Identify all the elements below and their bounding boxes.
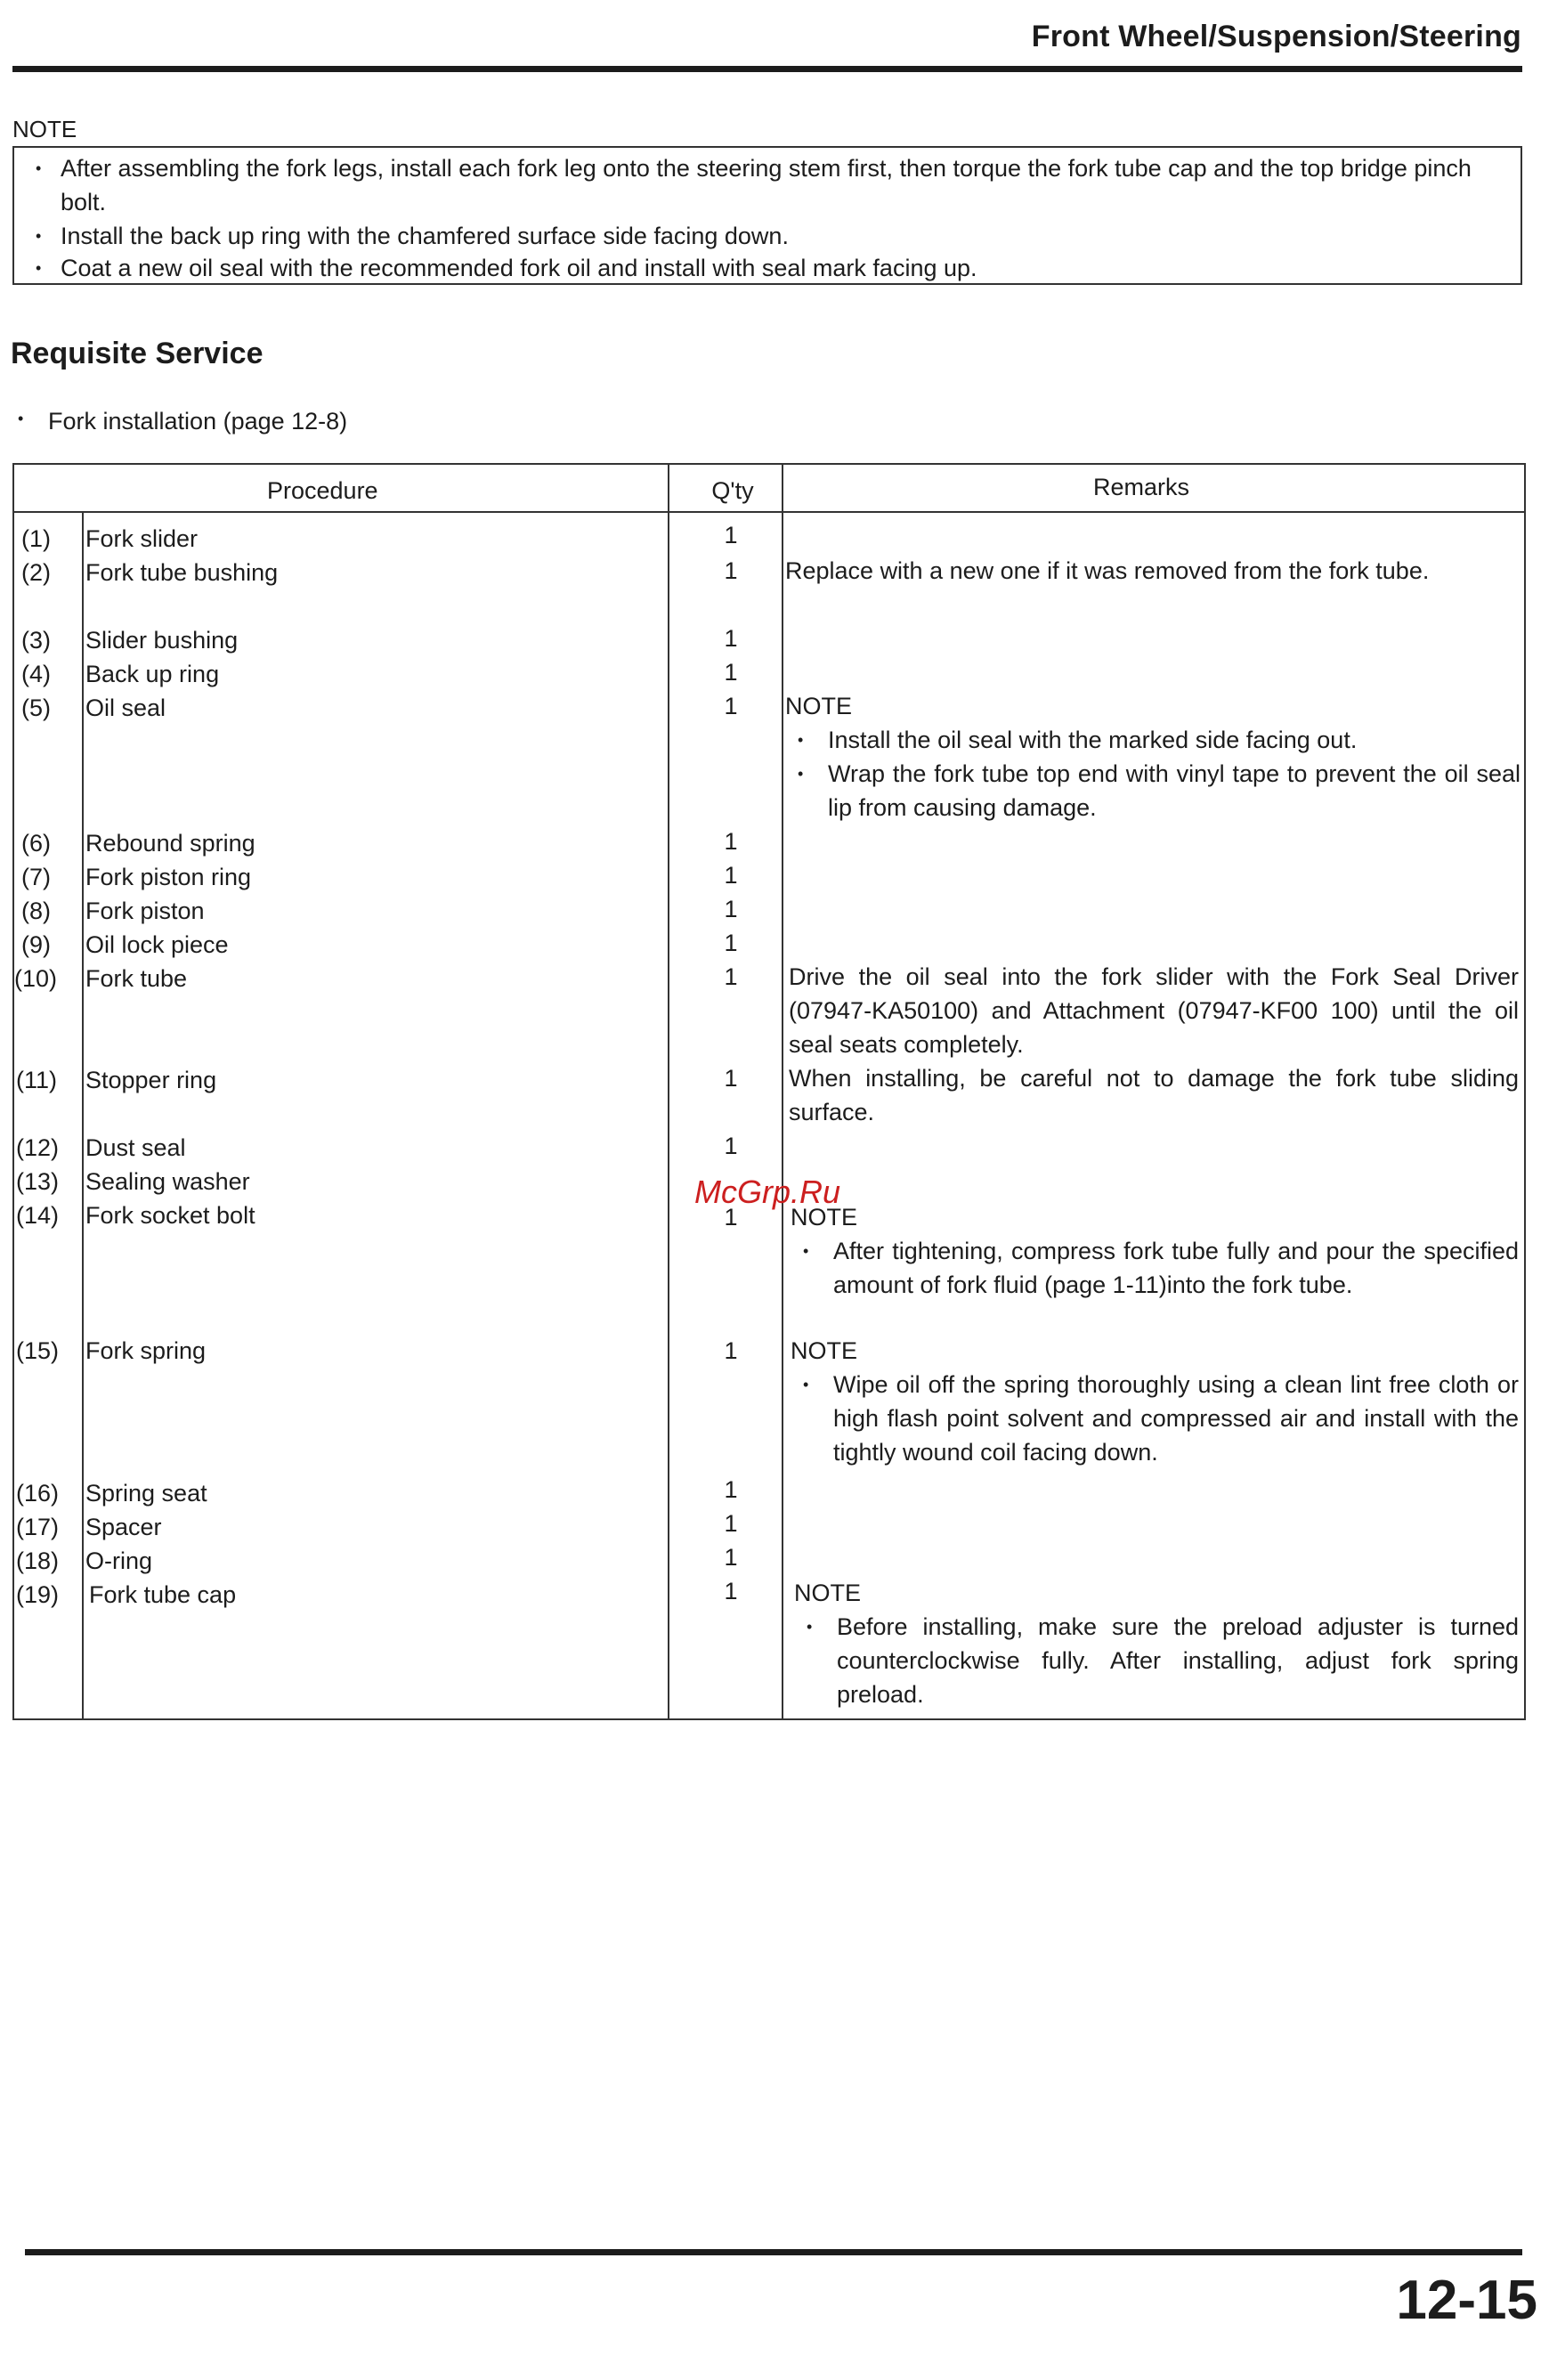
row-name: Oil seal xyxy=(85,695,166,721)
table-header-divider xyxy=(14,511,1524,513)
row-qty: 1 xyxy=(724,1065,738,1092)
row-number: (5) xyxy=(21,695,51,721)
remark-note-label: NOTE xyxy=(791,1337,858,1364)
note-item: • After assembling the fork legs, install each fork leg onto the steering stem first, then torque the fork tube cap and the top bridge pinch bolt. xyxy=(28,151,1510,219)
row-name: Slider bushing xyxy=(85,627,239,654)
row-number: (6) xyxy=(21,830,51,857)
row-number: (19) xyxy=(16,1581,60,1608)
row-name: Fork socket bolt xyxy=(85,1202,255,1229)
footer-rule xyxy=(25,2249,1522,2255)
remark-note-item: • Before installing, make sure the preload adjuster is turned counterclockwise fully. After installing, adjust fork spring preload. xyxy=(794,1610,1519,1711)
row-name: Stopper ring xyxy=(85,1067,217,1093)
remark-note-label: NOTE xyxy=(785,693,853,719)
header-remarks: Remarks xyxy=(1093,474,1190,500)
remark-note-list xyxy=(785,723,1521,824)
row-qty: 1 xyxy=(724,1204,738,1231)
row-number: (12) xyxy=(16,1134,60,1161)
row-name: Back up ring xyxy=(85,661,220,687)
remark-note-item: • Install the oil seal with the marked side facing out. xyxy=(785,723,1521,757)
remark-note-list xyxy=(794,1610,1519,1711)
row-qty: 1 xyxy=(724,862,738,889)
row-number: (11) xyxy=(16,1067,58,1093)
row-qty: 1 xyxy=(724,963,738,990)
row-name: Oil lock piece xyxy=(85,931,229,958)
row-number: (9) xyxy=(21,931,51,958)
note-box xyxy=(12,146,1522,285)
row-qty: 1 xyxy=(724,896,738,922)
procedure-table xyxy=(12,463,1526,1720)
row-number: (2) xyxy=(21,559,51,586)
row-qty: 1 xyxy=(724,828,738,855)
note-label: NOTE xyxy=(12,116,77,142)
row-qty: 1 xyxy=(724,1578,738,1604)
row-number: (1) xyxy=(21,525,51,552)
row-name: Spring seat xyxy=(85,1480,207,1507)
remark-note-list xyxy=(791,1368,1519,1469)
remark-note-item: • Wipe oil off the spring thoroughly using a clean lint free cloth or high flash point solvent and compressed air and install with the tightly wound coil facing down. xyxy=(791,1368,1519,1469)
row-qty: 1 xyxy=(724,625,738,652)
row-qty: 1 xyxy=(724,930,738,956)
row-number: (14) xyxy=(16,1202,60,1229)
row-number: (13) xyxy=(16,1168,60,1195)
row-name: Fork tube xyxy=(85,965,188,992)
note-item: • Coat a new oil seal with the recommended fork oil and install with seal mark facing up. xyxy=(28,251,1510,285)
row-name: Fork spring xyxy=(85,1337,207,1364)
row-qty: 1 xyxy=(724,659,738,686)
remark-fork-socket-bolt xyxy=(791,1200,1519,1302)
row-name: Fork piston ring xyxy=(85,864,252,890)
row-number: (16) xyxy=(16,1480,60,1507)
section-heading: Requisite Service xyxy=(11,337,264,370)
remark-fork-tube-bushing: Replace with a new one if it was removed from the fork tube. xyxy=(785,557,1430,584)
remark-stopper-ring: When installing, be careful not to damage the fork tube sliding surface. xyxy=(789,1065,1519,1125)
remark-note-label: NOTE xyxy=(794,1580,862,1606)
row-qty: 1 xyxy=(724,1544,738,1571)
header-title: Front Wheel/Suspension/Steering xyxy=(1031,20,1521,53)
remark-note-label: NOTE xyxy=(791,1204,858,1231)
row-name: Fork tube cap xyxy=(89,1581,237,1608)
row-number: (18) xyxy=(16,1547,60,1574)
row-name: Fork piston xyxy=(85,898,205,924)
remark-fork-spring xyxy=(791,1334,1519,1469)
remark-oil-seal xyxy=(785,689,1521,824)
row-name: O-ring xyxy=(85,1547,153,1574)
row-name: Sealing washer xyxy=(85,1168,250,1195)
row-name: Rebound spring xyxy=(85,830,255,857)
page-number: 12-15 xyxy=(1396,2270,1537,2331)
header-rule xyxy=(12,66,1522,72)
row-name: Spacer xyxy=(85,1514,162,1540)
remark-note-list xyxy=(791,1234,1519,1302)
row-number: (4) xyxy=(21,661,51,687)
header-procedure: Procedure xyxy=(267,477,378,504)
row-name: Fork slider xyxy=(85,525,199,552)
row-qty: 1 xyxy=(724,1133,738,1159)
remark-note-item: • Wrap the fork tube top end with vinyl tape to prevent the oil seal lip from causing damage. xyxy=(785,757,1521,824)
row-name: Dust seal xyxy=(85,1134,186,1161)
remark-fork-tube: Drive the oil seal into the fork slider with the Fork Seal Driver (07947-KA50100) and Attachment (07947-KF00 100) until the oil seal seats completely. xyxy=(789,963,1519,1058)
requisite-item: • Fork installation (page 12-8) xyxy=(14,408,347,435)
row-name: Fork tube bushing xyxy=(85,559,279,586)
row-number: (15) xyxy=(16,1337,60,1364)
row-qty: 1 xyxy=(724,557,738,584)
row-qty: 1 xyxy=(724,522,738,548)
row-number: (8) xyxy=(21,898,51,924)
remark-note-item: • After tightening, compress fork tube fully and pour the specified amount of fork fluid (page 1-11)into the fork tube. xyxy=(791,1234,1519,1302)
watermark: McGrp.Ru xyxy=(694,1174,841,1210)
column-divider-num xyxy=(82,511,84,1718)
row-qty: 1 xyxy=(724,1510,738,1537)
row-number: (7) xyxy=(21,864,51,890)
row-number: (3) xyxy=(21,627,51,654)
header-qty: Q'ty xyxy=(711,477,754,504)
remark-fork-tube-cap xyxy=(794,1576,1519,1711)
row-qty: 1 xyxy=(724,693,738,719)
row-number: (10) xyxy=(14,965,58,992)
row-qty: 1 xyxy=(724,1337,738,1364)
row-qty: 1 xyxy=(724,1476,738,1503)
row-number: (17) xyxy=(16,1514,60,1540)
note-item: • Install the back up ring with the chamfered surface side facing down. xyxy=(28,219,1510,253)
